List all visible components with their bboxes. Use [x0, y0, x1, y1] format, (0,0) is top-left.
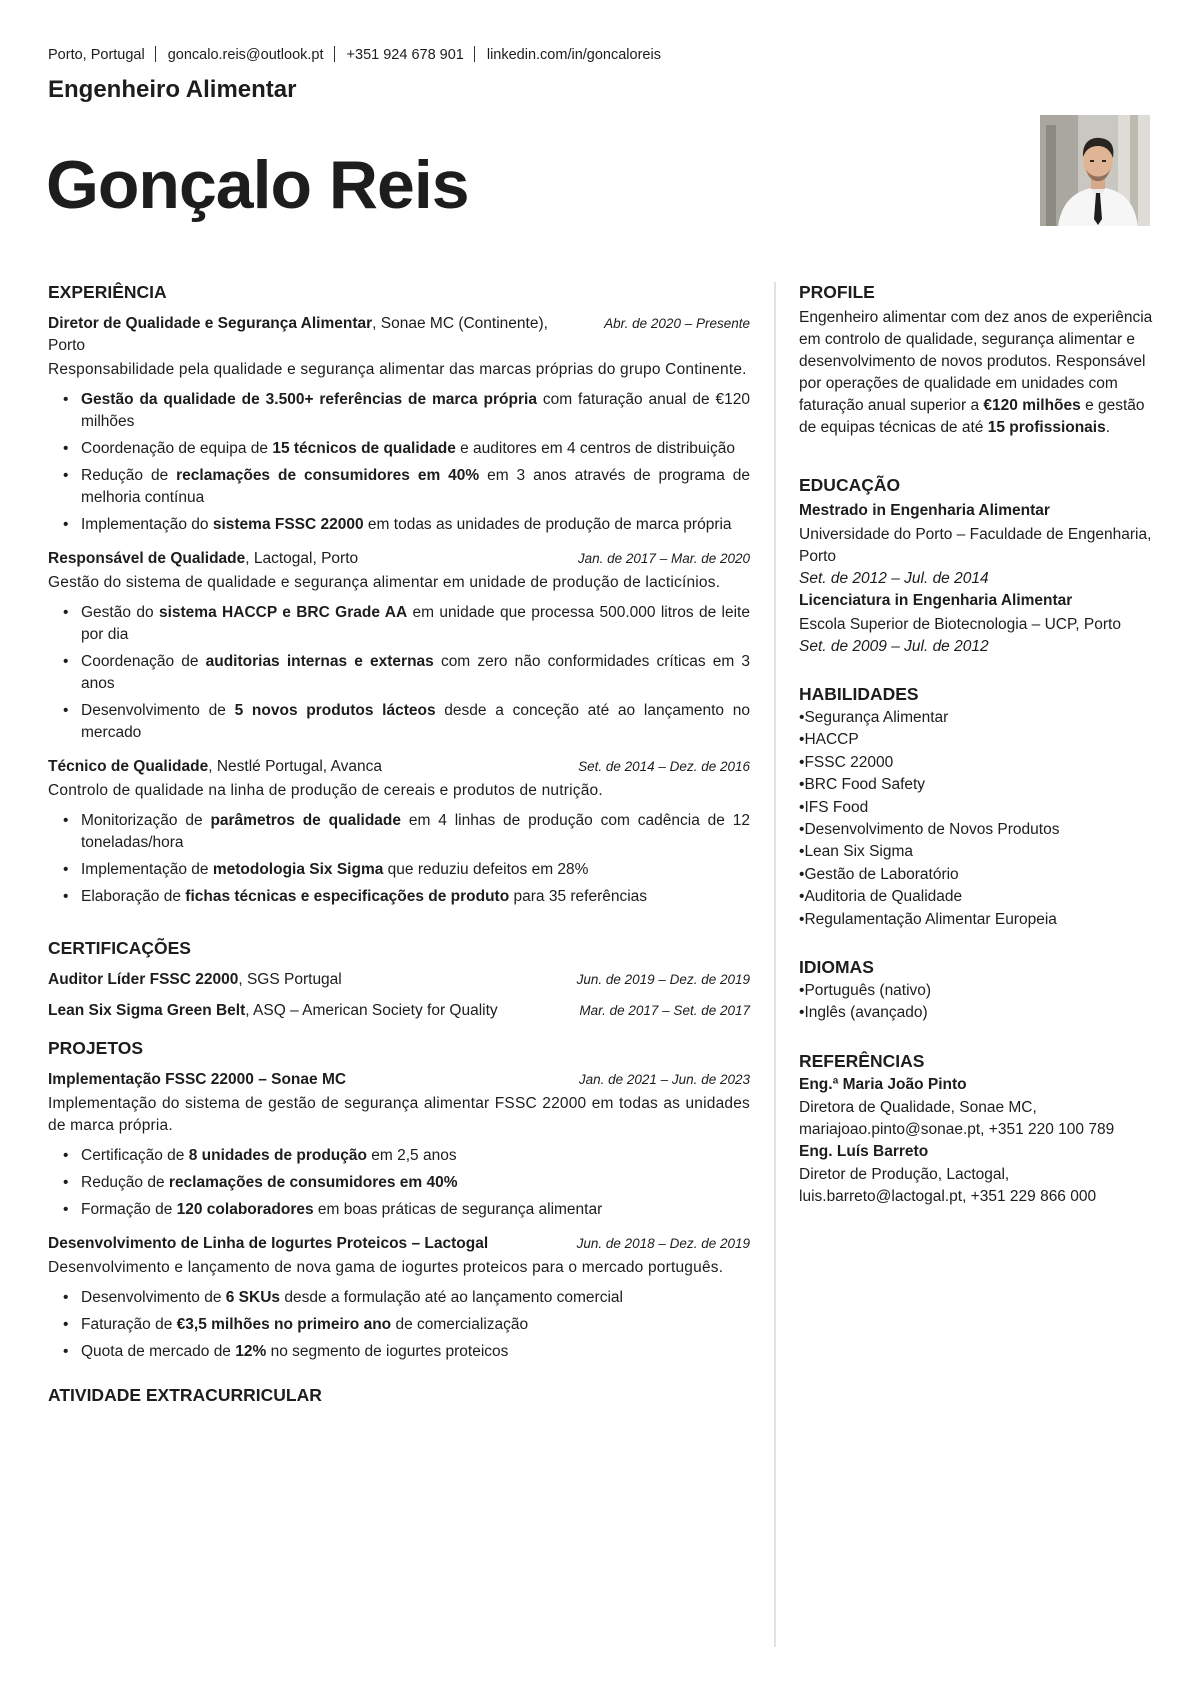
- skill-item: • Regulamentação Alimentar Europeia: [799, 909, 1159, 931]
- list-item: • Redução de reclamações de consumidores em 40% em 3 anos através de programa de melhoria contínua: [81, 465, 750, 509]
- list-item: • Gestão do sistema HACCP e BRC Grade AA em unidade que processa 500.000 litros de leite por dia: [81, 602, 750, 646]
- certification-name: Auditor Líder FSSC 22000: [48, 971, 239, 988]
- separator: [334, 46, 335, 62]
- skill-item: • HACCP: [799, 729, 1159, 751]
- list-item: • Implementação do sistema FSSC 22000 em todas as unidades de produção de marca própria: [81, 514, 750, 536]
- experience-section: [48, 282, 750, 908]
- reference-name: Eng.ª Maria João Pinto: [799, 1075, 967, 1093]
- skills-list: [799, 707, 1159, 931]
- certification-date: Mar. de 2017 – Set. de 2017: [579, 1003, 750, 1018]
- skill-item: • Segurança Alimentar: [799, 707, 1159, 729]
- experience-entry: [48, 313, 750, 536]
- reference-item: [799, 1074, 1159, 1141]
- person-name: Gonçalo Reis: [46, 147, 469, 223]
- skill-item: • BRC Food Safety: [799, 774, 1159, 796]
- project-description: Desenvolvimento e lançamento de nova gama de iogurtes proteicos para o mercado português.: [48, 1259, 724, 1276]
- list-item: • Coordenação de equipa de 15 técnicos de qualidade e auditores em 4 centros de distribuição: [81, 438, 750, 460]
- references-section: [799, 1051, 1159, 1208]
- education-school: Universidade do Porto – Faculdade de Engenharia, Porto: [799, 526, 1152, 565]
- list-item: • Certificação de 8 unidades de produção em 2,5 anos: [81, 1145, 750, 1167]
- references-title: REFERÊNCIAS: [799, 1050, 925, 1071]
- entry-org: , Nestlé Portugal, Avanca: [208, 758, 382, 775]
- separator: [155, 46, 156, 62]
- entry-org: , Lactogal, Porto: [245, 550, 359, 567]
- entry-role: Responsável de Qualidade: [48, 550, 246, 567]
- experience-title: EXPERIÊNCIA: [48, 282, 167, 302]
- entry-date: Abr. de 2020 – Presente: [604, 316, 750, 331]
- entry-description: Controlo de qualidade na linha de produção de cereais e produtos de nutrição.: [48, 782, 603, 799]
- profile-photo: [1040, 115, 1150, 226]
- extracurricular-title: ATIVIDADE EXTRACURRICULAR: [48, 1385, 322, 1405]
- education-school: Escola Superior de Biotecnologia – UCP, Porto: [799, 616, 1121, 633]
- project-bullets: [48, 1145, 750, 1221]
- education-date: Set. de 2012 – Jul. de 2014: [799, 570, 989, 587]
- list-item: • Desenvolvimento de 6 SKUs desde a formulação até ao lançamento comercial: [81, 1287, 750, 1309]
- skill-item: • IFS Food: [799, 797, 1159, 819]
- entry-description: Gestão do sistema de qualidade e segurança alimentar em unidade de produção de lacticínios.: [48, 574, 721, 591]
- list-item: • Redução de reclamações de consumidores em 40%: [81, 1172, 750, 1194]
- experience-entry: [48, 548, 750, 744]
- list-item: • Quota de mercado de 12% no segmento de iogurtes proteicos: [81, 1341, 750, 1363]
- list-item: • Gestão da qualidade de 3.500+ referências de marca própria com faturação anual de €120 milhões: [81, 389, 750, 433]
- entry-role: Técnico de Qualidade: [48, 758, 209, 775]
- contact-line: [48, 46, 661, 63]
- entry-org: , Sonae MC (Continente), Porto: [48, 315, 548, 354]
- skill-item: • Lean Six Sigma: [799, 841, 1159, 863]
- language-item: • Português (nativo): [799, 980, 1159, 1002]
- entry-header: [48, 1233, 750, 1255]
- certification-org: , ASQ – American Society for Quality: [245, 1002, 498, 1019]
- right-column: [799, 282, 1159, 1234]
- project-bullets: [48, 1287, 750, 1363]
- profile-photo-image: [1040, 115, 1150, 226]
- education-degree: Mestrado in Engenharia Alimentar: [799, 502, 1050, 519]
- entry-role: Diretor de Qualidade e Segurança Alimentar: [48, 315, 373, 332]
- contact-email[interactable]: goncalo.reis@outlook.pt: [167, 47, 324, 63]
- list-item: • Formação de 120 colaboradores em boas práticas de segurança alimentar: [81, 1199, 750, 1221]
- profile-text: Engenheiro alimentar com dez anos de experiência em controlo de qualidade, segurança alimentar e desenvolvimento de novos produtos. Responsável por operações de qualidade em unidades com faturação anual superior a €120 milhões e gestão de equipas técnicas de até 15 profissionais.: [799, 309, 1153, 436]
- languages-section: [799, 957, 1159, 1025]
- list-item: • Faturação de €3,5 milhões no primeiro ano de comercialização: [81, 1314, 750, 1336]
- experience-entry: [48, 756, 750, 908]
- education-date: Set. de 2009 – Jul. de 2012: [799, 638, 989, 655]
- entry-bullets: [48, 810, 750, 908]
- project-entry: [48, 1233, 750, 1363]
- education-item: [799, 590, 1159, 658]
- separator: [474, 46, 475, 62]
- project-description: Implementação do sistema de gestão de segurança alimentar FSSC 22000 em todas as unidades de marca própria.: [48, 1095, 750, 1134]
- skills-title: HABILIDADES: [799, 684, 919, 704]
- project-name: Implementação FSSC 22000 – Sonae MC: [48, 1071, 347, 1088]
- certifications-section: [48, 938, 750, 1022]
- education-section: [799, 475, 1159, 658]
- contact-linkedin[interactable]: linkedin.com/in/goncaloreis: [486, 47, 661, 63]
- languages-title: IDIOMAS: [799, 957, 874, 978]
- entry-date: Jan. de 2017 – Mar. de 2020: [577, 551, 750, 566]
- skill-item: • FSSC 22000: [799, 752, 1159, 774]
- certification-org: , SGS Portugal: [238, 971, 342, 988]
- list-item: • Implementação de metodologia Six Sigma que reduziu defeitos em 28%: [81, 859, 750, 881]
- list-item: • Elaboração de fichas técnicas e especificações de produto para 35 referências: [81, 886, 750, 908]
- education-degree: Licenciatura in Engenharia Alimentar: [799, 592, 1073, 609]
- entry-header: [48, 1069, 750, 1091]
- reference-name: Eng. Luís Barreto: [799, 1142, 929, 1160]
- skills-section: [799, 684, 1159, 931]
- contact-location: Porto, Portugal: [48, 47, 145, 63]
- entry-description: Responsabilidade pela qualidade e segurança alimentar das marcas próprias do grupo Continente.: [48, 361, 747, 378]
- reference-info: Diretora de Qualidade, Sonae MC, mariajoao.pinto@sonae.pt, +351 220 100 789: [799, 1098, 1115, 1138]
- entry-header: [48, 313, 750, 357]
- skill-item: • Gestão de Laboratório: [799, 864, 1159, 886]
- skill-item: • Auditoria de Qualidade: [799, 886, 1159, 908]
- certification-name: Lean Six Sigma Green Belt: [48, 1002, 246, 1019]
- entry-date: Set. de 2014 – Dez. de 2016: [578, 759, 750, 774]
- reference-info: Diretor de Produção, Lactogal, luis.barreto@lactogal.pt, +351 229 866 000: [799, 1165, 1097, 1205]
- languages-list: [799, 980, 1159, 1025]
- entry-header: [48, 548, 750, 570]
- extracurricular-section: [48, 1385, 750, 1406]
- column-divider: [774, 282, 776, 1647]
- project-date: Jun. de 2018 – Dez. de 2019: [576, 1236, 750, 1251]
- project-name: Desenvolvimento de Linha de Iogurtes Proteicos – Lactogal: [48, 1235, 489, 1252]
- list-item: • Monitorização de parâmetros de qualidade em 4 linhas de produção com cadência de 12 toneladas/hora: [81, 810, 750, 854]
- project-date: Jan. de 2021 – Jun. de 2023: [578, 1072, 750, 1087]
- profile-title: PROFILE: [799, 282, 875, 302]
- profile-section: [799, 282, 1159, 439]
- education-item: [799, 500, 1159, 590]
- contact-phone[interactable]: +351 924 678 901: [346, 47, 464, 63]
- education-title: EDUCAÇÃO: [799, 475, 901, 495]
- language-item: • Inglês (avançado): [799, 1002, 1159, 1024]
- reference-item: [799, 1141, 1159, 1208]
- projects-title: PROJETOS: [48, 1038, 143, 1058]
- certifications-title: CERTIFICAÇÕES: [48, 938, 191, 958]
- certification-date: Jun. de 2019 – Dez. de 2019: [576, 972, 750, 987]
- list-item: • Desenvolvimento de 5 novos produtos lácteos desde a conceção até ao lançamento no mercado: [81, 700, 750, 744]
- certification-item: [48, 969, 750, 991]
- entry-bullets: [48, 602, 750, 744]
- entry-header: [48, 756, 750, 778]
- entry-bullets: [48, 389, 750, 536]
- projects-section: [48, 1038, 750, 1363]
- job-title: Engenheiro Alimentar: [48, 76, 297, 103]
- certification-item: [48, 1000, 750, 1022]
- skill-item: • Desenvolvimento de Novos Produtos: [799, 819, 1159, 841]
- list-item: • Coordenação de auditorias internas e externas com zero não conformidades críticas em 3 anos: [81, 651, 750, 695]
- project-entry: [48, 1069, 750, 1221]
- left-column: [48, 282, 750, 1434]
